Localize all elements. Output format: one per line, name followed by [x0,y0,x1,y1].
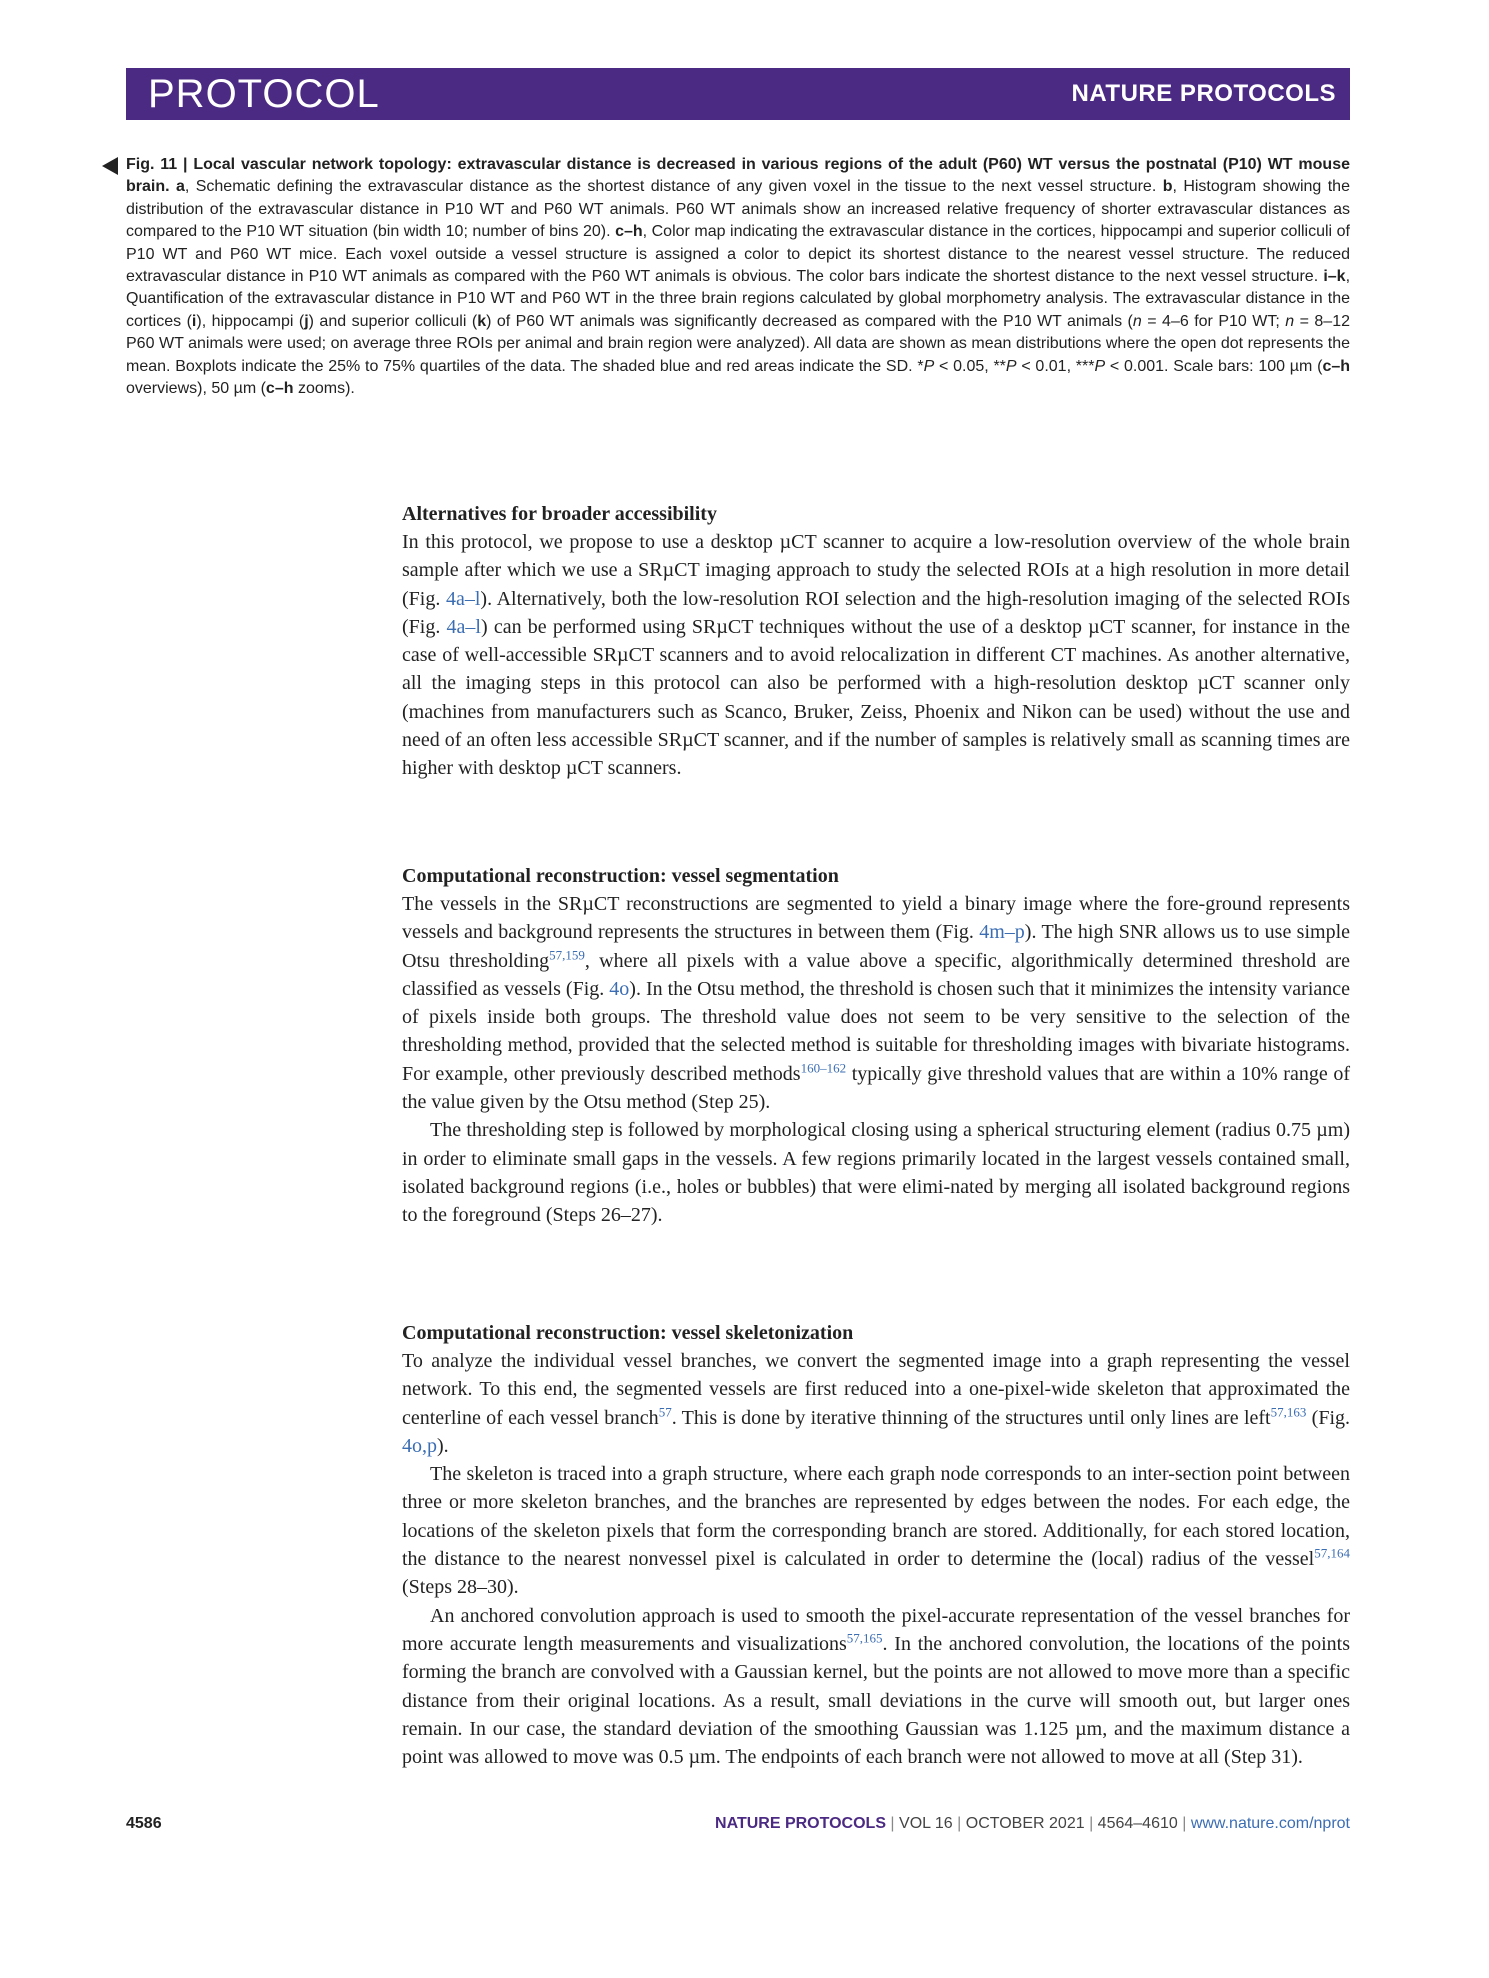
article-type: PROTOCOL [148,71,380,116]
citation-link[interactable]: 57,165 [846,1630,883,1646]
citation-link[interactable]: 57,159 [549,946,585,962]
paragraph: An anchored convolution approach is used to smooth the pixel-accurate representation of the vessel branches for more accurate length measurements and visualizations$^{57,165}$. In the anchored convolution, the locations of the points forming the branch are convolved with a Gaussian kernel, but the points are not allowed to move more than a specific distance from their original locations. As a result, small deviations in the curve will smooth out, but larger ones remain. In our case, the standard deviation of the smoothing Gaussian was 1.125 µm, and the maximum distance a point was allowed to move was 0.5 µm. The endpoints of each branch were not allowed to move at all (Step 31). [402,1604,1350,1769]
paragraph: To analyze the individual vessel branches, we convert the segmented image into a graph representing the vessel network. To this end, the segmented vessels are first reduced into a one-pixel-wide skeleton that approximated the centerline of each vessel branch$^{57}$. This is done by iterative thinning of the structures until only lines are left$^{57,163}$ (Fig. 4o,p). [402,1350,1351,1457]
page-number: 4586 [126,1815,162,1832]
section-heading: Computational reconstruction: vessel skeletonization [402,1322,854,1344]
caption-label: Fig. 11 | Local vascular network topology: extravascular distance is decreased in various regions of the adult (P60) WT versus the postnatal (P10) WT mouse brain. [126,156,1350,196]
figure-link[interactable]: 4o,p [402,1434,437,1457]
section-skeletonization [402,1319,1350,1771]
journal-name: NATURE PROTOCOLS [1071,80,1336,107]
section-heading: Computational reconstruction: vessel segmentation [402,865,839,887]
footer-citation: NATURE PROTOCOLS | VOL 16 | OCTOBER 2021 | 4564–4610 | www.nature.com/nprot [715,1815,1350,1832]
footer-date: OCTOBER 2021 [965,1815,1085,1832]
paragraph: In this protocol, we propose to use a desktop µCT scanner to acquire a low-resolution overview of the whole brain sample after which we use a SRµCT imaging approach to study the selected ROIs at a high resolution in more detail (Fig. 4a–l). Alternatively, both the low-resolution ROI selection and the high-resolution imaging of the selected ROIs (Fig. 4a–l) can be performed using SRµCT techniques without the use of a desktop µCT scanner, for instance in the case of well-accessible SRµCT scanners and to avoid relocalization in different CT machines. As another alternative, all the imaging steps in this protocol can also be performed with a high-resolution desktop µCT scanner only (machines from manufacturers such as Scanco, Bruker, Zeiss, Phoenix and Nikon can be used) without the use and need of an often less accessible SRµCT scanner, and if the number of samples is relatively small as scanning times are higher with desktop µCT scanners. [402,531,1351,780]
figure-link[interactable]: 4a–l [446,615,481,638]
page-footer [126,1815,1350,1833]
footer-volume: VOL 16 [899,1815,953,1832]
paragraph: The vessels in the SRµCT reconstructions are segmented to yield a binary image where the fore-ground represents vessels and background represents the structures in between them (Fig. 4m–p). The high SNR allows us to use simple Otsu thresholding$^{57,159}$, where all pixels with a value above a specific, algorithmically determined threshold are classified as vessels (Fig. 4o). In the Otsu method, the threshold is chosen such that it minimizes the intensity variance of pixels inside both groups. The threshold value does not seem to be very sensitive to the selection of the thresholding method, provided that the selected method is suitable for thresholding images with bivariate histograms. For example, other previously described methods$^{160-162}$ typically give threshold values that are within a 10% range of the value given by the Otsu method (Step 25). [402,893,1351,1114]
left-triangle-icon [102,157,118,175]
citation-link[interactable]: 160–162 [800,1060,847,1076]
figure-caption: Fig. 11 | Local vascular network topology: extravascular distance is decreased in various regions of the adult (P60) WT versus the postnatal (P10) WT mouse brain. a, Schematic defining the extravascular distance as the shortest distance of any given voxel in the tissue to the next vessel structure. b, Histogram showing the distribution of the extravascular distance in P10 WT and P60 WT animals. P60 WT animals show an increased relative frequency of shorter extravascular distances as compared to the P10 WT situation (bin width 10; number of bins 20). c–h, Color map indicating the extravascular distance in the cortices, hippocampi and superior colliculi of P10 WT and P60 WT mice. Each voxel outside a vessel structure is assigned a color to depict its shortest distance to the nearest vessel structure. The reduced extravascular distance in P10 WT animals as compared with the P60 WT animals is obvious. The color bars indicate the shortest distance to the next vessel structure. i–k, Quantification of the extravascular distance in P10 WT and P60 WT in the three brain regions calculated by global morphometry analysis. The extravascular distance in the cortices (i), hippocampi (j) and superior colliculi (k) of P60 WT animals was significantly decreased as compared with the P10 WT animals (n = 4–6 for P10 WT; n = 8–12 P60 WT animals were used; on average three ROIs per animal and brain region were analyzed). All data are shown as mean distributions where the open dot represents the mean. Boxplots indicate the 25% to 75% quartiles of the data. The shaded blue and red areas indicate the SD. *P < 0.05, **P < 0.01, ***P < 0.001. Scale bars: 100 µm (c–h overviews), 50 µm (c–h zooms). [126,154,1350,400]
section-segmentation [402,862,1350,1230]
footer-journal: NATURE PROTOCOLS [715,1815,886,1832]
citation-link[interactable]: 57,164 [1314,1545,1350,1561]
paragraph: The thresholding step is followed by morphological closing using a spherical structuring element (radius 0.75 µm) in order to eliminate small gaps in the vessels. A few regions primarily located in the largest vessels contained small, isolated background regions (i.e., holes or bubbles) that were elimi-nated by merging all isolated background regions to the foreground (Steps 26–27). [402,1119,1350,1227]
figure-link[interactable]: 4a–l [445,587,481,610]
figure-link[interactable]: 4o [609,977,630,1000]
section-alternatives [402,500,1350,783]
citation-link[interactable]: 57 [658,1403,672,1419]
figure-link[interactable]: 4m–p [979,921,1025,944]
paragraph: The skeleton is traced into a graph structure, where each graph node corresponds to an inter-section point between three or more skeleton branches, and the branches are represented by edges between the nodes. For each edge, the locations of the skeleton pixels that form the corresponding branch are stored. Additionally, for each stored location, the distance to the nearest nonvessel pixel is calculated in order to determine the (local) radius of the vessel$^{57,164}$ (Steps 28–30). [402,1463,1350,1599]
citation-link[interactable]: 57,163 [1270,1403,1307,1419]
header-banner [126,68,1350,120]
footer-url-link[interactable]: www.nature.com/nprot [1190,1815,1350,1832]
footer-pages: 4564–4610 [1097,1815,1178,1832]
section-heading: Alternatives for broader accessibility [402,503,717,525]
